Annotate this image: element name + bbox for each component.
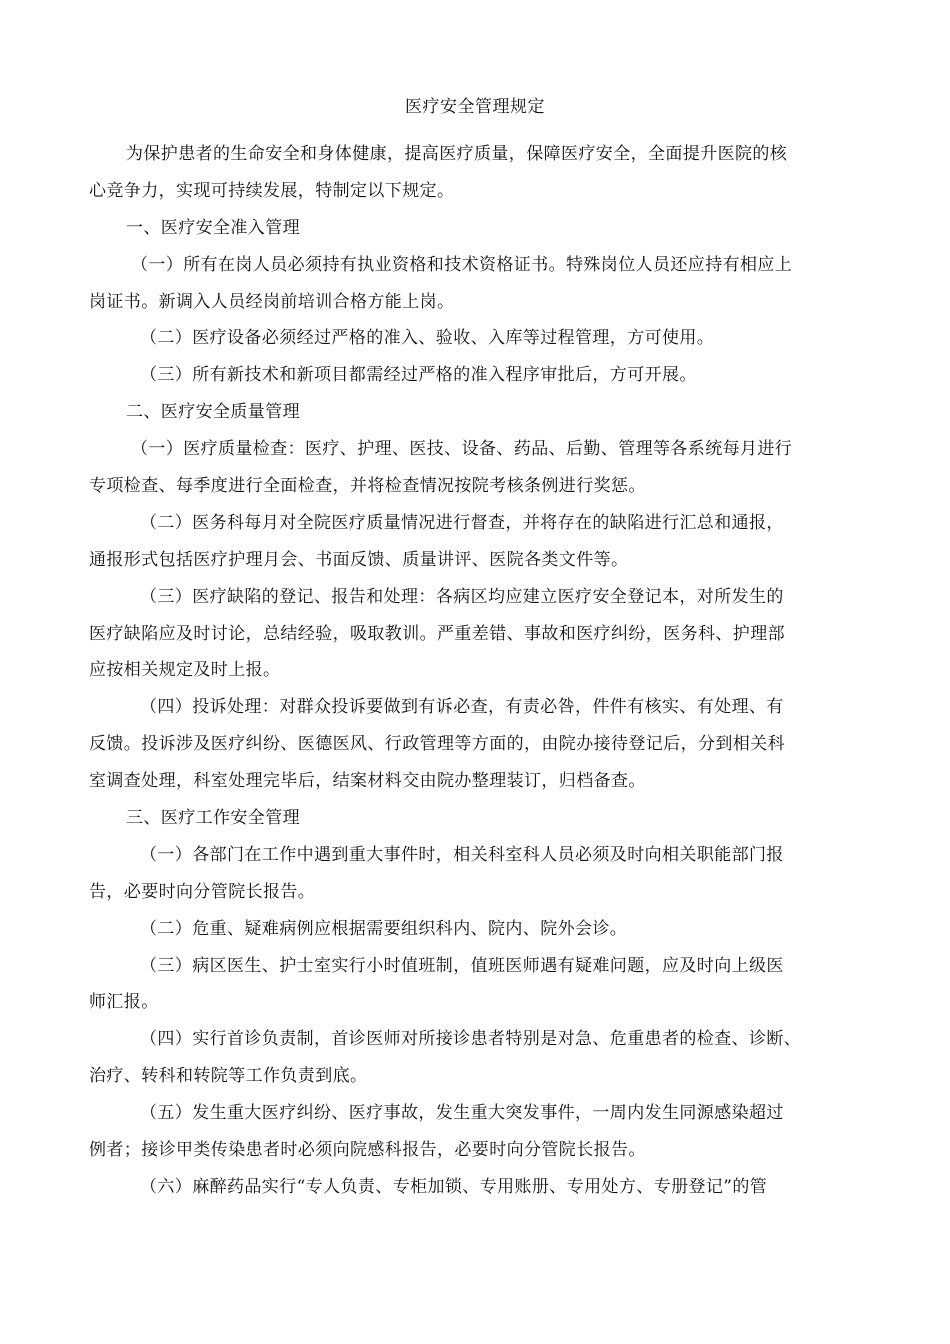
paragraph-line: （三）所有新技术和新项目都需经过严格的准入程序审批后，方可开展。 (140, 365, 697, 386)
section-heading: 一、医疗安全准入管理 (126, 217, 300, 238)
paragraph-line: 专项检查、每季度进行全面检查，并将检查情况按院考核条例进行奖惩。 (89, 476, 646, 497)
paragraph-line: （二）危重、疑难病例应根据需要组织科内、院内、院外会诊。 (140, 918, 628, 939)
paragraph-line: 通报形式包括医疗护理月会、书面反馈、质量讲评、医院各类文件等。 (89, 549, 629, 570)
section-heading: 二、医疗安全质量管理 (126, 402, 300, 423)
paragraph-line: 医疗缺陷应及时讨论，总结经验，吸取教训。严重差错、事故和医疗纠纷，医务科、护理部 (89, 623, 785, 644)
paragraph-line: 应按相关规定及时上报。 (89, 660, 281, 681)
paragraph-line: 心竞争力，实现可持续发展，特制定以下规定。 (89, 180, 455, 201)
section-heading: 三、医疗工作安全管理 (126, 808, 300, 829)
paragraph-line: （四）投诉处理：对群众投诉要做到有诉必查，有责必咎，件件有核实、有处理、有 (140, 697, 784, 718)
paragraph-line: （二）医疗设备必须经过严格的准入、验收、入库等过程管理，方可使用。 (140, 328, 715, 349)
paragraph-line: （一）医疗质量检查：医疗、护理、医技、设备、药品、后勤、管理等各系统每月进行 (131, 439, 793, 460)
paragraph-line: 岗证书。新调入人员经岗前培训合格方能上岗。 (89, 291, 455, 312)
paragraph-line: （三）病区医生、护士室实行小时值班制，值班医师遇有疑难问题，应及时向上级医 (140, 955, 784, 976)
paragraph-line: 室调查处理，科室处理完毕后，结案材料交由院办整理装订，归档备查。 (89, 771, 646, 792)
paragraph-line: （二）医务科每月对全院医疗质量情况进行督查，并将存在的缺陷进行汇总和通报， (140, 512, 784, 533)
paragraph-line: 例者；接诊甲类传染患者时必须向院感科报告，必要时向分管院长报告。 (89, 1140, 646, 1161)
paragraph-line: （三）医疗缺陷的登记、报告和处理：各病区均应建立医疗安全登记本，对所发生的 (140, 586, 784, 607)
paragraph-line: 为保护患者的生命安全和身体健康，提高医疗质量，保障医疗安全，全面提升医院的核 (126, 144, 788, 164)
paragraph-line: （六）麻醉药品实行“专人负责、专柜加锁、专用账册、专用处方、专册登记”的管 (140, 1176, 768, 1197)
document-body (89, 136, 861, 1206)
document-title: 医疗安全管理规定 (405, 97, 545, 117)
paragraph-line: 反馈。投诉涉及医疗纠纷、医德医风、行政管理等方面的，由院办接待登记后，分到相关科 (89, 734, 785, 755)
paragraph-line: （四）实行首诊负责制，首诊医师对所接诊患者特别是对急、危重患者的检查、诊断、 (140, 1029, 802, 1050)
paragraph-line: 治疗、转科和转院等工作负责到底。 (89, 1066, 368, 1087)
paragraph-line: （五）发生重大医疗纠纷、医疗事故，发生重大突发事件，一周内发生同源感染超过 (140, 1103, 784, 1124)
paragraph-line: 告，必要时向分管院长报告。 (89, 881, 316, 902)
paragraph-line: 师汇报。 (89, 992, 159, 1013)
paragraph-line: （一）各部门在工作中遇到重大事件时，相关科室科人员必须及时向相关职能部门报 (140, 844, 784, 865)
paragraph-line: （一）所有在岗人员必须持有执业资格和技术资格证书。特殊岗位人员还应持有相应上 (131, 254, 793, 275)
